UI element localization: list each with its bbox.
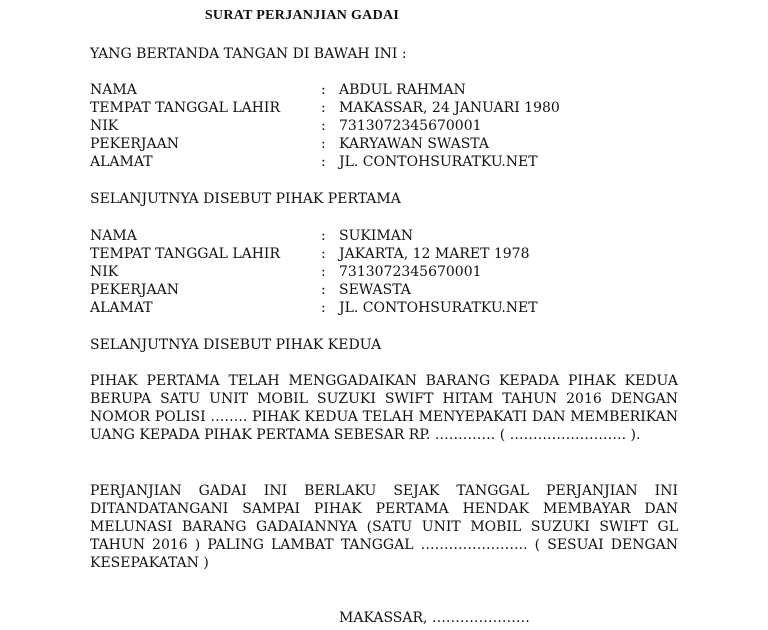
field-value: ABDUL RAHMAN — [339, 82, 466, 98]
field-separator: : — [321, 264, 326, 280]
field-value: MAKASSAR, 24 JANUARI 1980 — [339, 100, 560, 116]
field-label: ALAMAT — [90, 154, 153, 170]
field-value: JL. CONTOHSURATKU.NET — [339, 154, 538, 170]
party-one-row-name — [90, 81, 678, 99]
field-label: TEMPAT TANGGAL LAHIR — [90, 246, 281, 262]
validity-paragraph: PERJANJIAN GADAI INI BERLAKU SEJAK TANGGAL PERJANJIAN INI DITANDATANGANI SAMPAI PIHAK PERTAMA HENDAK MEMBAYAR DAN MELUNASI BARANG GADAIANNYA (SATU UNIT MOBIL SUZUKI SWIFT GL TAHUN 2016 ) PALING LAMBAT TANGGAL ………………….. ( SESUAI DENGAN KESEPAKATAN ) — [90, 483, 678, 571]
field-separator: : — [321, 100, 326, 116]
pledge-paragraph: PIHAK PERTAMA TELAH MENGGADAIKAN BARANG KEPADA PIHAK KEDUA BERUPA SATU UNIT MOBIL SUZUKI SWIFT HITAM TAHUN 2016 DENGAN NOMOR POLISI …….. PIHAK KEDUA TELAH MENYEPAKATI DAN MEMBERIKAN UANG KEPADA PIHAK PERTAMA SEBESAR RP. …………. ( ……………………. ). — [90, 373, 678, 443]
field-separator: : — [321, 300, 326, 316]
field-separator: : — [321, 246, 326, 262]
party-one-row-nik — [90, 117, 678, 135]
field-separator: : — [321, 282, 326, 298]
document-title: SURAT PERJANJIAN GADAI — [204, 8, 400, 23]
field-value: 7313072345670001 — [339, 118, 482, 134]
party-two-row-name — [90, 227, 678, 245]
field-value: JL. CONTOHSURATKU.NET — [339, 300, 538, 316]
field-separator: : — [321, 154, 326, 170]
field-label: PEKERJAAN — [90, 136, 179, 152]
field-label: ALAMAT — [90, 300, 153, 316]
party-two-row-nik — [90, 263, 678, 281]
field-label: NAMA — [90, 82, 137, 98]
field-separator: : — [321, 82, 326, 98]
field-label: NIK — [90, 118, 119, 134]
field-value: SEWASTA — [339, 282, 411, 298]
field-label: TEMPAT TANGGAL LAHIR — [90, 100, 281, 116]
intro-text: YANG BERTANDA TANGAN DI BAWAH INI : — [90, 46, 407, 62]
field-value: JAKARTA, 12 MARET 1978 — [339, 246, 530, 262]
party-two-row-job — [90, 281, 678, 299]
party-one-row-job — [90, 135, 678, 153]
field-label: NAMA — [90, 228, 137, 244]
field-value: KARYAWAN SWASTA — [339, 136, 489, 152]
field-separator: : — [321, 228, 326, 244]
field-separator: : — [321, 136, 326, 152]
party-one-row-address — [90, 153, 678, 171]
field-value: SUKIMAN — [339, 228, 414, 244]
field-value: 7313072345670001 — [339, 264, 482, 280]
party-two-designation: SELANJUTNYA DISEBUT PIHAK KEDUA — [90, 337, 382, 353]
party-one-row-birth — [90, 99, 678, 117]
field-label: PEKERJAAN — [90, 282, 179, 298]
party-one-designation: SELANJUTNYA DISEBUT PIHAK PERTAMA — [90, 191, 401, 207]
field-separator: : — [321, 118, 326, 134]
party-two-row-address — [90, 299, 678, 317]
place-date-line: MAKASSAR, ………………… — [339, 610, 530, 626]
party-two-row-birth — [90, 245, 678, 263]
field-label: NIK — [90, 264, 119, 280]
